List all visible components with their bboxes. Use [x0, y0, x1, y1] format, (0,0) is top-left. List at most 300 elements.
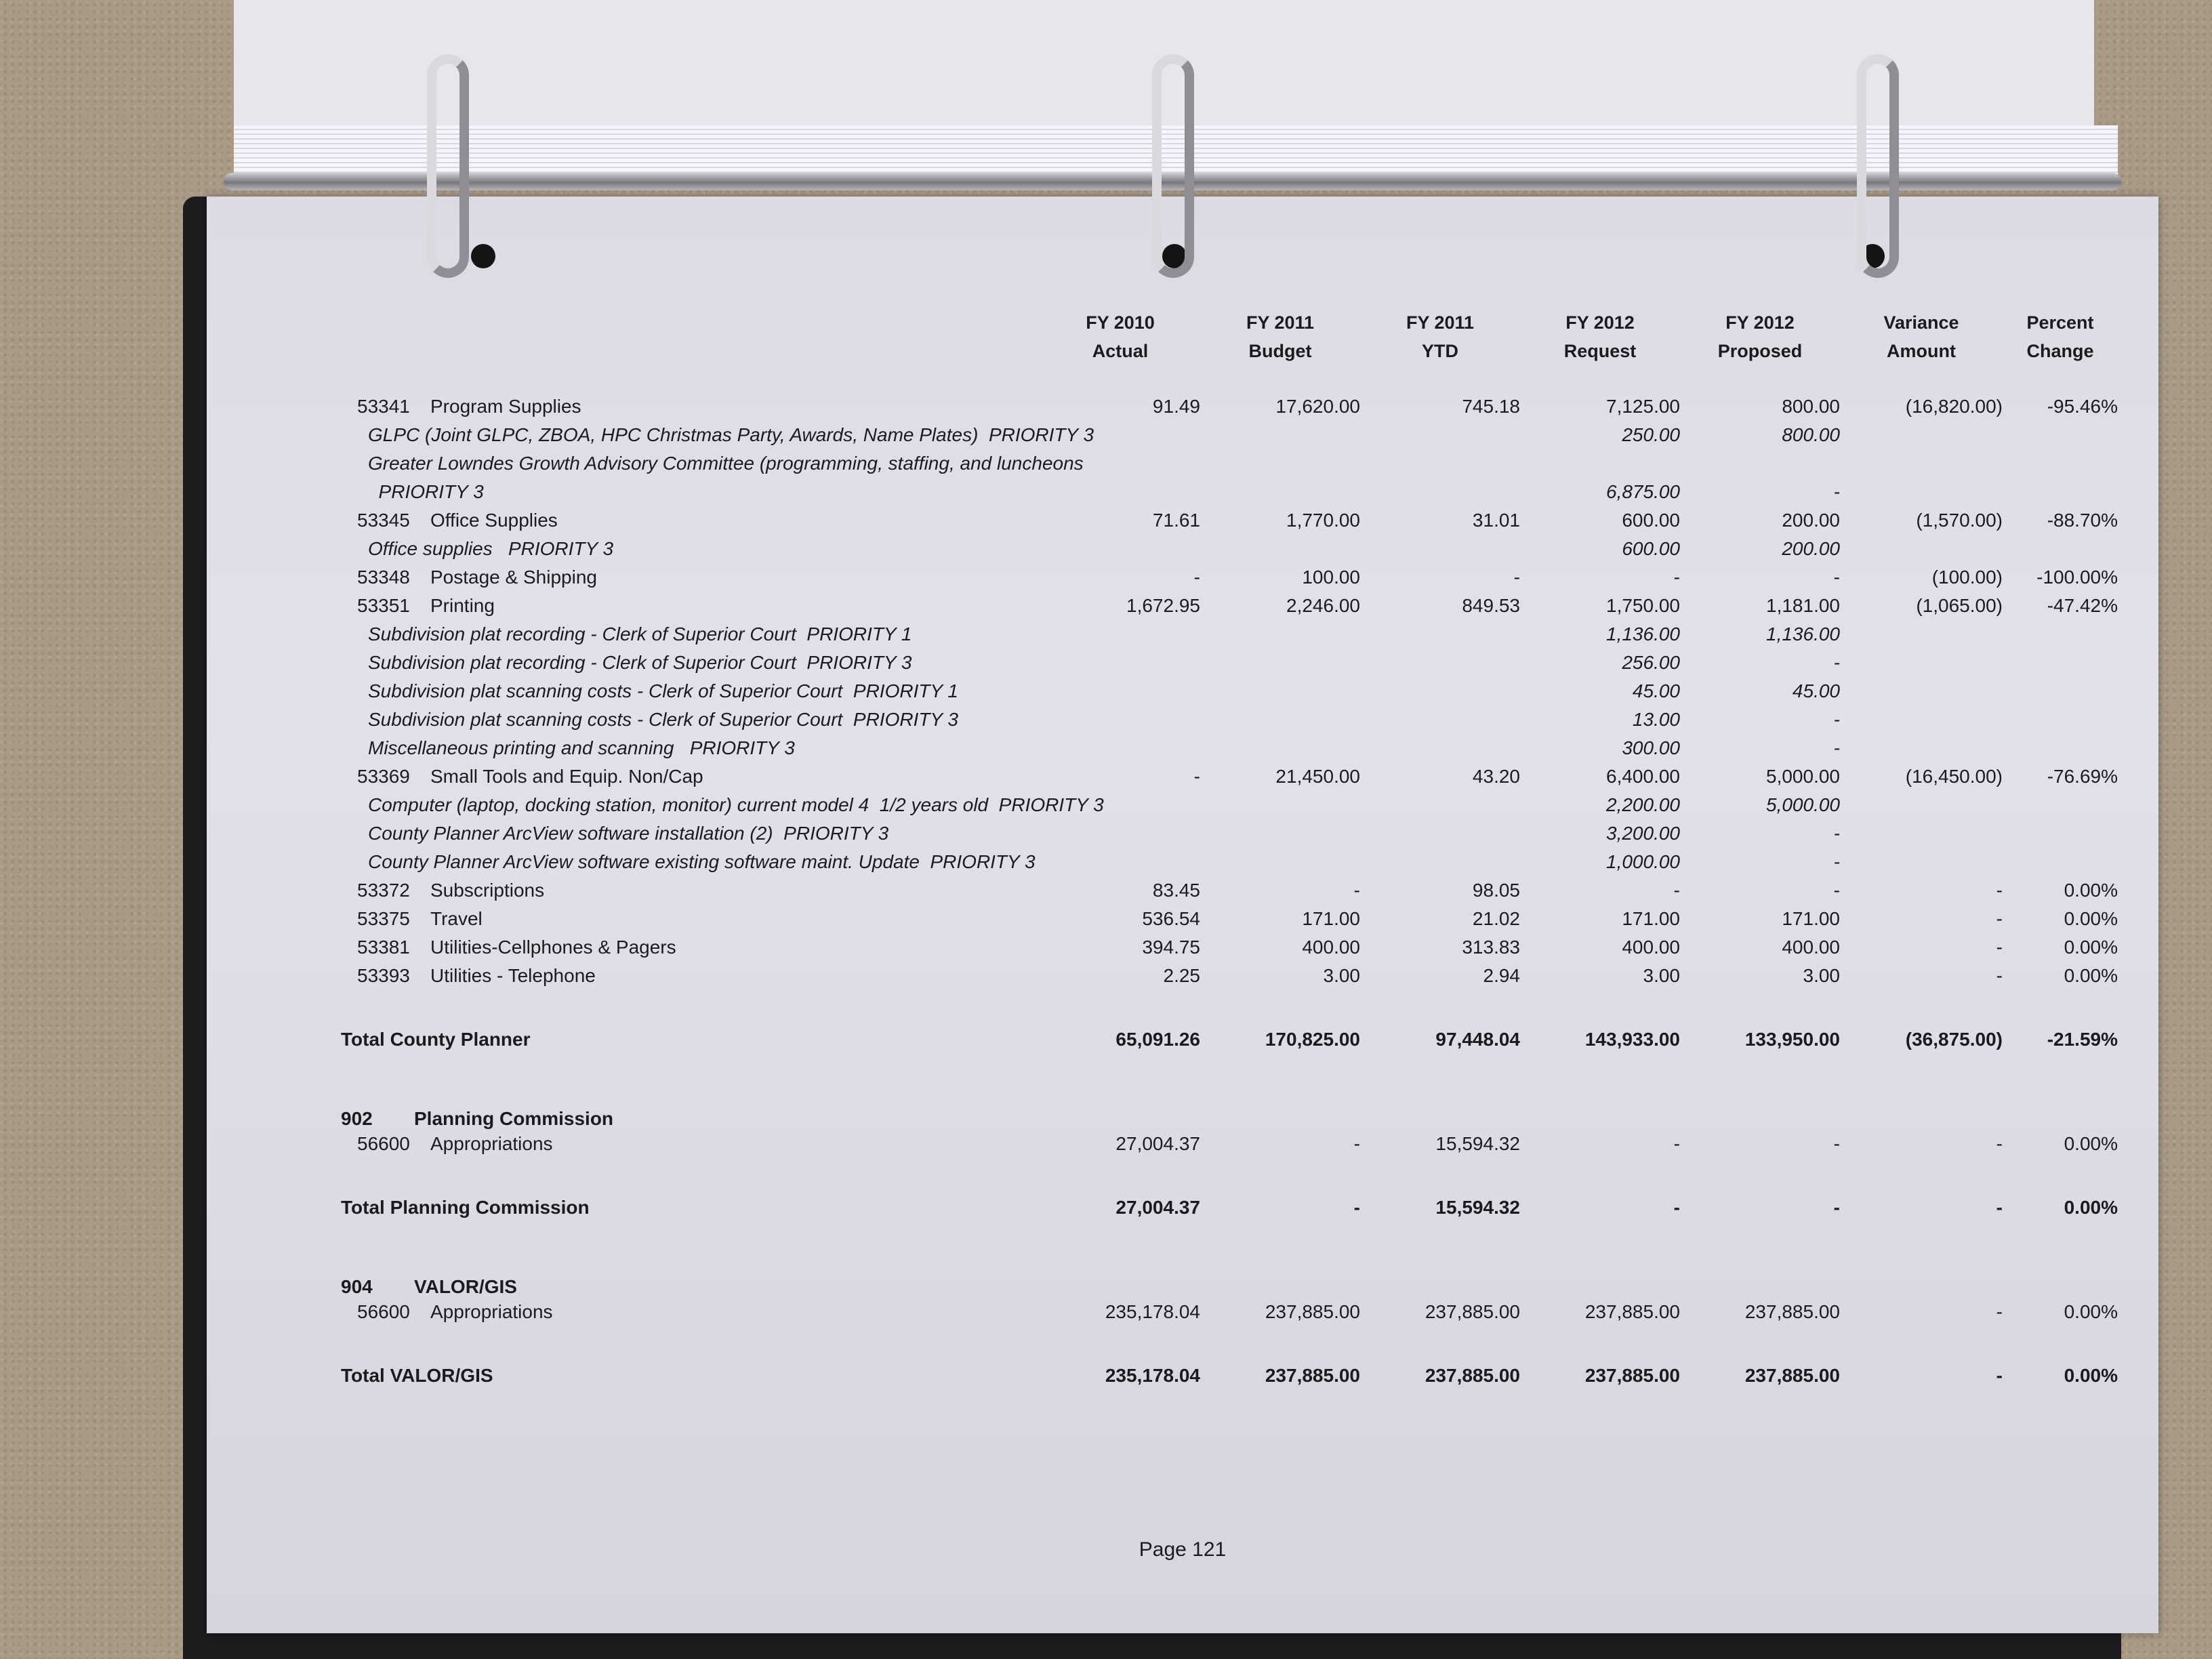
- row-label-text: VALOR/GIS: [414, 1276, 517, 1297]
- row-label: [329, 1345, 1040, 1406]
- cell-fy2011-budget: [1200, 421, 1360, 449]
- cell-fy2011-budget: 170,825.00: [1265, 1029, 1360, 1050]
- account-code: 53351: [357, 595, 410, 616]
- line-item-row: [329, 876, 2118, 905]
- cell-fy2012-request: 256.00: [1622, 652, 1680, 673]
- cell-fy2012-request: 300.00: [1622, 737, 1680, 758]
- cell-fy2012-request: 237,885.00: [1584, 1365, 1680, 1386]
- row-label: [329, 478, 1040, 506]
- cell-fy2011-ytd: 98.05: [1472, 880, 1520, 901]
- cell-fy2012-proposed: -: [1833, 851, 1840, 872]
- cell-fy2012-request: 600.00: [1622, 510, 1680, 531]
- binder-ring-middle: [1152, 54, 1194, 278]
- cell-fy2011-ytd: [1360, 819, 1520, 848]
- cell-fy2011-budget: 21,450.00: [1275, 766, 1360, 787]
- cell-variance-amount: -: [1996, 1301, 2003, 1322]
- row-label: [329, 592, 1040, 620]
- cell-fy2012-proposed: [1680, 449, 1840, 478]
- cell-fy2011-budget: [1200, 819, 1360, 848]
- row-label: [329, 734, 1040, 762]
- cell-fy2012-proposed: -: [1833, 737, 1840, 758]
- cell-fy2010-actual: [1040, 848, 1200, 876]
- cell-fy2010-actual: 71.61: [1152, 510, 1200, 531]
- line-item-row: [329, 392, 2118, 421]
- row-label: [329, 962, 1040, 990]
- cell-variance-amount: -: [1996, 908, 2003, 929]
- cell-variance-amount: [1840, 705, 2003, 734]
- account-code: 56600: [357, 1301, 410, 1322]
- cell-variance-amount: -: [1996, 880, 2003, 901]
- row-label: [329, 649, 1040, 677]
- header-fy2012-request: FY 2012 Request: [1563, 312, 1637, 361]
- cell-fy2011-budget: 237,885.00: [1265, 1301, 1360, 1322]
- cell-fy2011-ytd: [1360, 649, 1520, 677]
- cell-fy2010-actual: [1040, 649, 1200, 677]
- cell-fy2011-budget: [1200, 848, 1360, 876]
- cell-fy2012-request: 1,750.00: [1606, 595, 1680, 616]
- cell-percent-change: [2003, 734, 2118, 762]
- cell-fy2012-proposed: 400.00: [1782, 937, 1840, 958]
- cell-fy2011-ytd: [1360, 705, 1520, 734]
- cell-fy2011-budget: 171.00: [1302, 908, 1360, 929]
- detail-row: [329, 620, 2118, 649]
- cell-fy2012-request: 1,000.00: [1606, 851, 1680, 872]
- line-item-row: [329, 933, 2118, 962]
- cell-fy2012-proposed: -: [1833, 652, 1840, 673]
- account-code: 902: [341, 1108, 373, 1129]
- cell-percent-change: [2003, 620, 2118, 649]
- cell-percent-change: 0.00%: [2064, 1301, 2118, 1322]
- cell-variance-amount: (36,875.00): [1905, 1029, 2003, 1050]
- row-label-text: GLPC (Joint GLPC, ZBOA, HPC Christmas Party, Awards, Name Plates) PRIORITY 3: [368, 424, 1094, 445]
- row-label: [329, 1130, 1040, 1158]
- cell-fy2012-proposed: -: [1833, 1133, 1840, 1154]
- cell-fy2012-proposed: [1680, 1089, 1840, 1130]
- row-label: [329, 905, 1040, 933]
- row-label-text: Travel: [430, 908, 483, 929]
- cell-variance-amount: [1840, 620, 2003, 649]
- cell-fy2012-proposed: 1,136.00: [1766, 623, 1840, 644]
- cell-percent-change: -21.59%: [2047, 1029, 2118, 1050]
- row-label: [329, 1298, 1040, 1326]
- row-label: [329, 791, 1104, 819]
- cell-variance-amount: [1840, 819, 2003, 848]
- cell-fy2012-request: -: [1673, 880, 1680, 901]
- cell-fy2012-request: 7,125.00: [1606, 396, 1680, 417]
- cell-fy2012-request: -: [1673, 1133, 1680, 1154]
- cell-fy2010-actual: -: [1193, 567, 1200, 588]
- cell-fy2012-request: 6,400.00: [1606, 766, 1680, 787]
- row-label: [329, 535, 1040, 563]
- cell-percent-change: [2003, 478, 2118, 506]
- punch-hole: [471, 244, 495, 268]
- cell-fy2011-budget: [1200, 535, 1360, 563]
- cell-fy2011-ytd: 97,448.04: [1435, 1029, 1520, 1050]
- account-code: 53345: [357, 510, 410, 531]
- detail-row: [329, 819, 2118, 848]
- cell-fy2011-budget: -: [1353, 880, 1360, 901]
- cell-fy2012-request: 400.00: [1622, 937, 1680, 958]
- cell-fy2011-ytd: 43.20: [1472, 766, 1520, 787]
- row-label-text: Subdivision plat scanning costs - Clerk of Superior Court PRIORITY 1: [368, 680, 958, 701]
- detail-row: [329, 705, 2118, 734]
- row-label: [329, 933, 1040, 962]
- cell-fy2011-budget: [1200, 1257, 1360, 1298]
- cell-percent-change: -100.00%: [2036, 567, 2118, 588]
- cell-fy2012-proposed: 237,885.00: [1744, 1301, 1840, 1322]
- cell-fy2012-request: 6,875.00: [1606, 481, 1680, 502]
- header-fy2011-ytd: FY 2011 YTD: [1406, 312, 1475, 361]
- cell-fy2011-budget: [1200, 1089, 1360, 1130]
- cell-fy2011-ytd: [1360, 677, 1520, 705]
- cell-fy2011-ytd: [1360, 734, 1520, 762]
- cell-fy2012-proposed: 5,000.00: [1766, 794, 1840, 815]
- cell-fy2012-request: -: [1673, 1197, 1680, 1218]
- cell-fy2011-ytd: 15,594.32: [1435, 1133, 1520, 1154]
- row-label-text: Subscriptions: [430, 880, 545, 901]
- cell-fy2010-actual: [1040, 535, 1200, 563]
- row-label: [329, 449, 1084, 478]
- line-item-row: [329, 962, 2118, 990]
- cell-fy2010-actual: 2.25: [1163, 965, 1200, 986]
- cell-fy2011-budget: 237,885.00: [1265, 1365, 1360, 1386]
- cell-fy2012-proposed: 800.00: [1782, 424, 1840, 445]
- budget-table: [329, 308, 2118, 1406]
- cell-fy2011-budget: [1200, 620, 1360, 649]
- section-heading-row: [329, 1089, 2118, 1130]
- row-label-text: Subdivision plat recording - Clerk of Superior Court PRIORITY 3: [368, 652, 912, 673]
- line-item-row: [329, 1298, 2118, 1326]
- cell-fy2010-actual: 394.75: [1142, 937, 1200, 958]
- header-label-column: [329, 308, 1040, 365]
- account-code: 904: [341, 1276, 373, 1297]
- cell-fy2011-budget: [1200, 791, 1360, 819]
- cell-variance-amount: -: [1996, 1133, 2003, 1154]
- cell-fy2012-proposed: [1680, 1257, 1840, 1298]
- cell-fy2012-proposed: 5,000.00: [1766, 766, 1840, 787]
- cell-fy2012-proposed: -: [1833, 567, 1840, 588]
- cell-fy2012-request: 45.00: [1632, 680, 1680, 701]
- row-label: [329, 421, 1094, 449]
- cell-fy2011-budget: [1200, 649, 1360, 677]
- detail-row: [329, 421, 2118, 449]
- cell-fy2011-ytd: 21.02: [1472, 908, 1520, 929]
- row-label-text: Total VALOR/GIS: [341, 1365, 493, 1386]
- cell-fy2012-proposed: 45.00: [1792, 680, 1840, 701]
- row-label-text: Utilities-Cellphones & Pagers: [430, 937, 676, 958]
- cell-fy2012-request: 1,136.00: [1606, 623, 1680, 644]
- cell-fy2010-actual: [1040, 620, 1200, 649]
- row-label-text: Subdivision plat recording - Clerk of Superior Court PRIORITY 1: [368, 623, 912, 644]
- detail-row: [329, 791, 2118, 819]
- cell-fy2012-proposed: -: [1833, 823, 1840, 844]
- cell-percent-change: -88.70%: [2047, 510, 2118, 531]
- row-label: [329, 1177, 1040, 1238]
- row-label-text: Planning Commission: [414, 1108, 614, 1129]
- detail-row: [329, 449, 2118, 478]
- row-label-text: Total Planning Commission: [341, 1197, 590, 1218]
- cell-percent-change: [2003, 848, 2118, 876]
- row-label-text: County Planner ArcView software installation (2) PRIORITY 3: [368, 823, 889, 844]
- cell-fy2011-ytd: [1360, 535, 1520, 563]
- cell-fy2012-request: 600.00: [1622, 538, 1680, 559]
- cell-fy2011-budget: 3.00: [1323, 965, 1360, 986]
- cell-percent-change: [2003, 1257, 2118, 1298]
- cell-percent-change: -47.42%: [2047, 595, 2118, 616]
- cell-fy2012-request: [1520, 449, 1680, 478]
- total-row: [329, 1345, 2118, 1406]
- cell-fy2012-proposed: 200.00: [1782, 510, 1840, 531]
- cell-fy2012-proposed: -: [1833, 709, 1840, 730]
- cell-fy2012-request: 143,933.00: [1584, 1029, 1680, 1050]
- row-label: [329, 819, 1040, 848]
- cell-variance-amount: [1840, 848, 2003, 876]
- detail-row: [329, 734, 2118, 762]
- row-label: [329, 392, 1040, 421]
- cell-fy2012-proposed: 171.00: [1782, 908, 1840, 929]
- cell-fy2011-ytd: 2.94: [1483, 965, 1520, 986]
- line-item-row: [329, 1130, 2118, 1158]
- row-label-text: Printing: [430, 595, 495, 616]
- cell-fy2011-ytd: 31.01: [1472, 510, 1520, 531]
- cell-fy2010-actual: [1040, 478, 1200, 506]
- cell-percent-change: [2003, 421, 2118, 449]
- cell-variance-amount: [1840, 421, 2003, 449]
- account-code: 53393: [357, 965, 410, 986]
- cell-fy2011-budget: -: [1353, 1197, 1360, 1218]
- row-label: [329, 1089, 1040, 1130]
- cell-fy2010-actual: [1040, 819, 1200, 848]
- cell-fy2011-budget: [1200, 677, 1360, 705]
- row-label-text: Appropriations: [430, 1133, 553, 1154]
- cell-fy2012-proposed: 237,885.00: [1744, 1365, 1840, 1386]
- cell-fy2011-ytd: [1360, 478, 1520, 506]
- row-label: [329, 563, 1040, 592]
- cell-fy2012-request: 3,200.00: [1606, 823, 1680, 844]
- row-label-text: Miscellaneous printing and scanning PRIORITY 3: [368, 737, 795, 758]
- cell-fy2010-actual: 27,004.37: [1115, 1133, 1200, 1154]
- cell-fy2011-budget: 400.00: [1302, 937, 1360, 958]
- cell-variance-amount: -: [1996, 1197, 2003, 1218]
- row-label-text: Utilities - Telephone: [430, 965, 596, 986]
- account-code: 53381: [357, 937, 410, 958]
- cell-fy2011-budget: -: [1353, 1133, 1360, 1154]
- row-label-text: County Planner ArcView software existing software maint. Update PRIORITY 3: [368, 851, 1036, 872]
- row-label-text: Office Supplies: [430, 510, 558, 531]
- cell-fy2012-request: -: [1673, 567, 1680, 588]
- cell-variance-amount: (16,450.00): [1905, 766, 2003, 787]
- cell-percent-change: 0.00%: [2064, 1133, 2118, 1154]
- page-number: Page 121: [1139, 1538, 1227, 1561]
- cell-variance-amount: -: [1996, 1365, 2003, 1386]
- cell-fy2011-ytd: 237,885.00: [1425, 1365, 1520, 1386]
- cell-fy2012-proposed: 133,950.00: [1744, 1029, 1840, 1050]
- cell-fy2012-proposed: -: [1833, 1197, 1840, 1218]
- cell-fy2010-actual: 1,672.95: [1126, 595, 1200, 616]
- cell-percent-change: [2003, 791, 2118, 819]
- cell-fy2011-ytd: [1360, 848, 1520, 876]
- cell-variance-amount: [1840, 478, 2003, 506]
- cell-variance-amount: -: [1996, 965, 2003, 986]
- cell-fy2011-ytd: 745.18: [1462, 396, 1520, 417]
- cell-fy2011-ytd: [1360, 620, 1520, 649]
- cell-fy2010-actual: -: [1193, 766, 1200, 787]
- cell-variance-amount: [1840, 1089, 2003, 1130]
- account-code: 53348: [357, 567, 410, 588]
- line-item-row: [329, 762, 2118, 791]
- cell-fy2012-request: 2,200.00: [1606, 794, 1680, 815]
- row-label-text: Subdivision plat scanning costs - Clerk of Superior Court PRIORITY 3: [368, 709, 958, 730]
- cell-percent-change: [2003, 705, 2118, 734]
- row-label-text: Small Tools and Equip. Non/Cap: [430, 766, 703, 787]
- header-variance-amount: Variance Amount: [1883, 312, 1959, 361]
- cell-fy2011-ytd: [1360, 449, 1520, 478]
- cell-percent-change: [2003, 819, 2118, 848]
- cell-variance-amount: (1,570.00): [1916, 510, 2003, 531]
- cell-fy2012-proposed: 1,181.00: [1766, 595, 1840, 616]
- detail-row: [329, 848, 2118, 876]
- cell-fy2011-ytd: 15,594.32: [1435, 1197, 1520, 1218]
- line-item-row: [329, 905, 2118, 933]
- cell-fy2010-actual: [1040, 705, 1200, 734]
- cell-fy2011-ytd: [1360, 791, 1520, 819]
- cell-percent-change: -76.69%: [2047, 766, 2118, 787]
- cell-fy2010-actual: 536.54: [1142, 908, 1200, 929]
- section-heading-row: [329, 1257, 2118, 1298]
- cell-variance-amount: [1840, 734, 2003, 762]
- header-fy2010-actual: FY 2010 Actual: [1086, 312, 1155, 361]
- cell-fy2011-budget: [1200, 478, 1360, 506]
- cell-percent-change: [2003, 1089, 2118, 1130]
- cell-fy2011-budget: [1200, 705, 1360, 734]
- cell-percent-change: [2003, 677, 2118, 705]
- cell-fy2012-proposed: -: [1833, 481, 1840, 502]
- cell-fy2011-ytd: [1360, 1257, 1520, 1298]
- cell-percent-change: [2003, 535, 2118, 563]
- cell-fy2010-actual: [1040, 1089, 1200, 1130]
- cell-percent-change: 0.00%: [2064, 880, 2118, 901]
- cell-fy2011-ytd: 313.83: [1462, 937, 1520, 958]
- cell-variance-amount: [1840, 649, 2003, 677]
- cell-fy2010-actual: 235,178.04: [1105, 1365, 1200, 1386]
- cell-variance-amount: (16,820.00): [1905, 396, 2003, 417]
- cell-fy2012-proposed: -: [1833, 880, 1840, 901]
- account-code: 56600: [357, 1133, 410, 1154]
- row-label-text: Program Supplies: [430, 396, 581, 417]
- cell-variance-amount: [1840, 1257, 2003, 1298]
- cell-fy2011-ytd: [1360, 1089, 1520, 1130]
- row-label-text: Appropriations: [430, 1301, 553, 1322]
- cell-fy2012-request: 237,885.00: [1584, 1301, 1680, 1322]
- budget-document: [329, 308, 2118, 1406]
- account-code: 53375: [357, 908, 410, 929]
- account-code: 53341: [357, 396, 410, 417]
- cell-fy2010-actual: [1040, 677, 1200, 705]
- detail-row: [329, 478, 2118, 506]
- cell-percent-change: 0.00%: [2064, 937, 2118, 958]
- detail-row: [329, 649, 2118, 677]
- cell-percent-change: 0.00%: [2064, 908, 2118, 929]
- account-code: 53372: [357, 880, 410, 901]
- table-header: [329, 308, 2118, 392]
- row-label: [329, 848, 1040, 876]
- row-label-text: Greater Lowndes Growth Advisory Committee (programming, staffing, and luncheons: [368, 453, 1084, 474]
- cell-percent-change: 0.00%: [2064, 1197, 2118, 1218]
- detail-row: [329, 677, 2118, 705]
- cell-percent-change: [2003, 449, 2118, 478]
- header-fy2012-proposed: FY 2012 Proposed: [1717, 312, 1803, 361]
- header-percent-change: Percent Change: [2026, 312, 2094, 361]
- account-code: 53369: [357, 766, 410, 787]
- cell-fy2012-request: 13.00: [1632, 709, 1680, 730]
- cell-variance-amount: [1840, 535, 2003, 563]
- cell-variance-amount: [1840, 677, 2003, 705]
- total-row: [329, 1009, 2118, 1070]
- row-label-text: Total County Planner: [341, 1029, 531, 1050]
- cell-fy2010-actual: 65,091.26: [1115, 1029, 1200, 1050]
- cell-fy2012-request: [1520, 1257, 1680, 1298]
- table-body: [329, 392, 2118, 1406]
- row-label: [329, 762, 1040, 791]
- cell-fy2010-actual: 91.49: [1152, 396, 1200, 417]
- row-label: [329, 1257, 1040, 1298]
- cell-fy2012-proposed: 200.00: [1782, 538, 1840, 559]
- cell-fy2010-actual: 83.45: [1152, 880, 1200, 901]
- header-fy2011-budget: FY 2011 Budget: [1246, 312, 1315, 361]
- budget-page: [207, 197, 2158, 1633]
- row-label-text: Computer (laptop, docking station, monitor) current model 4 1/2 years old PRIORITY 3: [368, 794, 1104, 815]
- cell-variance-amount: [1840, 791, 2003, 819]
- row-label-text: Postage & Shipping: [430, 567, 597, 588]
- cell-fy2011-ytd: [1360, 421, 1520, 449]
- cell-variance-amount: (1,065.00): [1916, 595, 2003, 616]
- cell-fy2012-request: 3.00: [1643, 965, 1680, 986]
- cell-fy2010-actual: 27,004.37: [1115, 1197, 1200, 1218]
- cell-variance-amount: (100.00): [1931, 567, 2003, 588]
- cell-fy2011-ytd: -: [1513, 567, 1520, 588]
- cell-fy2011-ytd: 849.53: [1462, 595, 1520, 616]
- row-label: [329, 506, 1040, 535]
- row-label: [329, 876, 1040, 905]
- line-item-row: [329, 506, 2118, 535]
- cell-percent-change: 0.00%: [2064, 965, 2118, 986]
- cell-fy2011-budget: 2,246.00: [1286, 595, 1360, 616]
- row-label: [329, 705, 1040, 734]
- cell-percent-change: [2003, 649, 2118, 677]
- cell-fy2011-budget: 100.00: [1302, 567, 1360, 588]
- binder-ring-right: [1857, 54, 1899, 278]
- cell-fy2011-budget: [1200, 734, 1360, 762]
- cell-fy2012-request: 250.00: [1622, 424, 1680, 445]
- detail-row: [329, 535, 2118, 563]
- cell-fy2012-proposed: 800.00: [1782, 396, 1840, 417]
- cell-fy2010-actual: [1040, 1257, 1200, 1298]
- cell-fy2012-request: 171.00: [1622, 908, 1680, 929]
- cell-fy2011-ytd: 237,885.00: [1425, 1301, 1520, 1322]
- cell-fy2012-request: [1520, 1089, 1680, 1130]
- cell-fy2011-budget: 1,770.00: [1286, 510, 1360, 531]
- cell-fy2011-budget: 17,620.00: [1275, 396, 1360, 417]
- cell-fy2012-proposed: 3.00: [1803, 965, 1840, 986]
- row-label: [329, 620, 1040, 649]
- row-label: [329, 1009, 1040, 1070]
- line-item-row: [329, 592, 2118, 620]
- cell-percent-change: -95.46%: [2047, 396, 2118, 417]
- row-label-text: Office supplies PRIORITY 3: [368, 538, 614, 559]
- cell-fy2010-actual: [1040, 734, 1200, 762]
- cell-fy2011-budget: [1200, 449, 1360, 478]
- cell-fy2010-actual: 235,178.04: [1105, 1301, 1200, 1322]
